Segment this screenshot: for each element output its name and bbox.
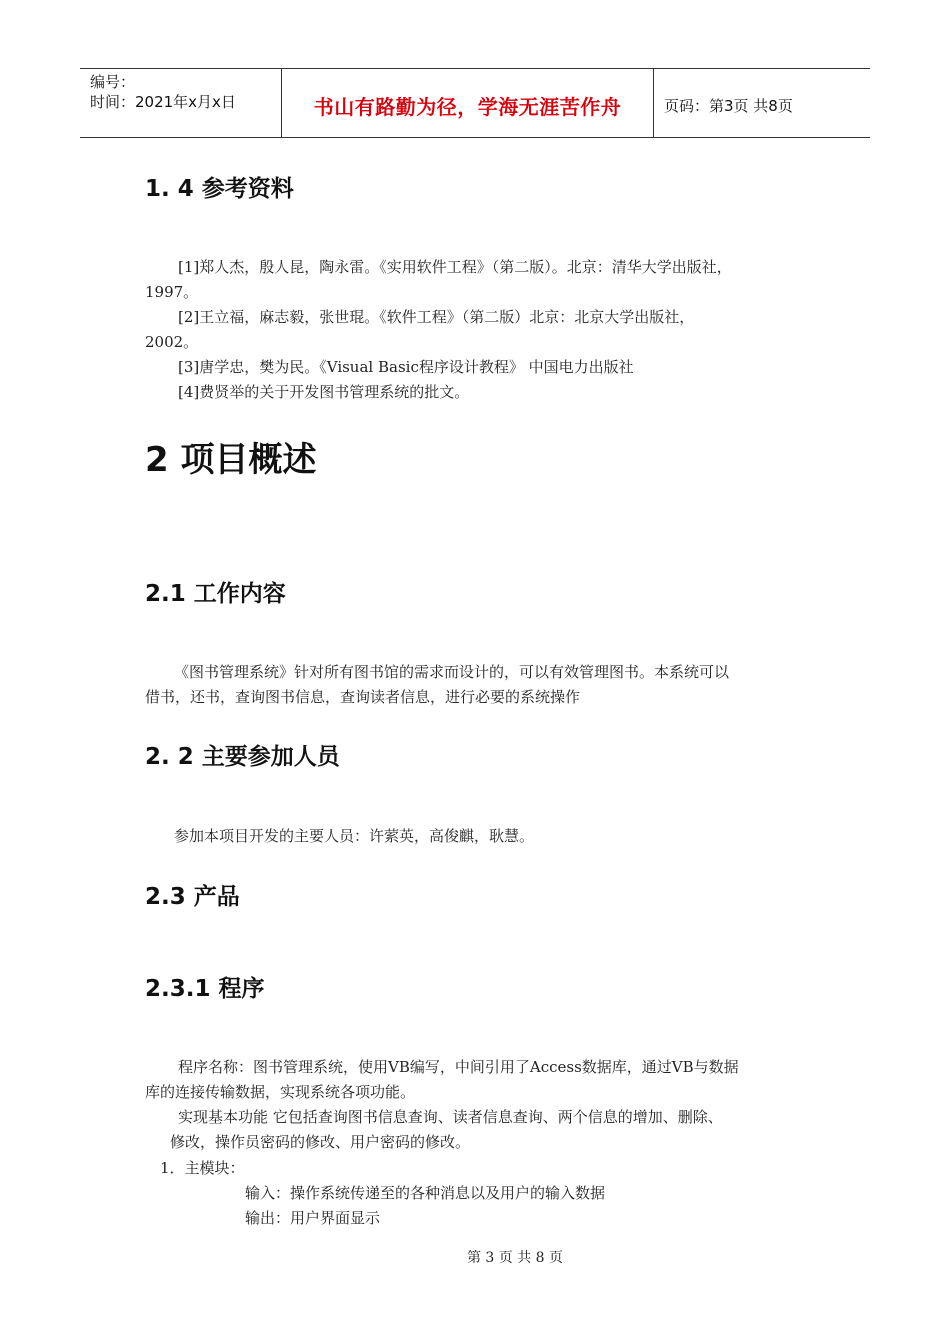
chapter-heading-2: 2 项目概述 — [145, 440, 317, 480]
module-output-line: 输出：用户界面显示 — [245, 1209, 381, 1227]
paragraph-line: 借书，还书，查询图书信息，查询读者信息，进行必要的系统操作 — [145, 688, 581, 706]
paragraph-line: 参加本项目开发的主要人员：许萦英，高俊麒，耿慧。 — [174, 827, 535, 845]
section-heading-2-3: 2.3 产品 — [145, 884, 240, 910]
header-middle-cell — [282, 69, 654, 137]
section-heading-2-2: 2. 2 主要参加人员 — [145, 744, 340, 770]
paragraph-line: 程序名称：图书管理系统，使用VB编写，中间引用了Access数据库，通过VB与数据 — [178, 1058, 739, 1076]
section-heading-2-3-1: 2.3.1 程序 — [145, 976, 265, 1002]
section-heading-1-4: 1. 4 参考资料 — [145, 176, 294, 202]
header-right-cell — [654, 69, 870, 137]
reference-item: [2]王立福，麻志毅，张世琨。《软件工程》（第二版）北京：北京大学出版社， — [178, 308, 695, 326]
document-number-label: 编号： — [90, 73, 136, 91]
reference-item: [1]郑人杰，殷人昆，陶永雷。《实用软件工程》（第二版）。北京：清华大学出版社， — [178, 258, 732, 276]
reference-item: [4]费贤举的关于开发图书管理系统的批文。 — [178, 383, 470, 401]
paragraph-line: 实现基本功能 它包括查询图书信息查询、读者信息查询、两个信息的增加、删除、 — [178, 1108, 723, 1126]
page-header — [80, 68, 870, 138]
list-item-main-module: 1．主模块： — [160, 1159, 245, 1177]
header-left-cell — [80, 69, 282, 137]
paragraph-line: 《图书管理系统》针对所有图书馆的需求而设计的，可以有效管理图书。本系统可以 — [174, 663, 730, 681]
reference-item: [3]唐学忠，樊为民。《Visual Basic程序设计教程》 中国电力出版社 — [178, 358, 634, 376]
document-date-label: 时间：2021年x月x日 — [90, 93, 236, 111]
reference-item-cont: 1997。 — [145, 283, 199, 301]
header-motto: 书山有路勤为径，学海无涯苦作舟 — [313, 95, 622, 119]
paragraph-line: 修改，操作员密码的修改、用户密码的修改。 — [170, 1133, 471, 1151]
header-page-indicator: 页码：第3页 共8页 — [664, 97, 793, 115]
reference-item-cont: 2002。 — [145, 333, 199, 351]
page-footer: 第 3 页 共 8 页 — [466, 1250, 564, 1266]
section-heading-2-1: 2.1 工作内容 — [145, 581, 286, 607]
paragraph-line: 库的连接传输数据，实现系统各项功能。 — [145, 1083, 416, 1101]
module-input-line: 输入：操作系统传递至的各种消息以及用户的输入数据 — [245, 1184, 606, 1202]
